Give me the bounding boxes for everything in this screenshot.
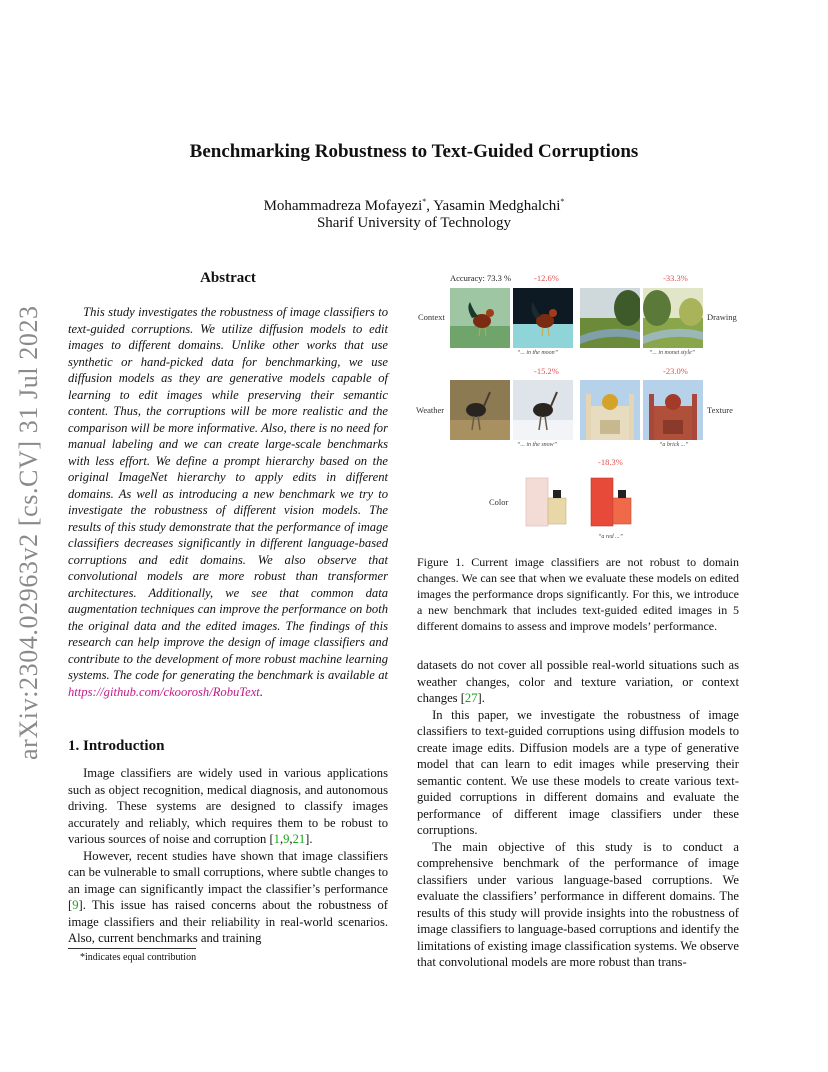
github-link[interactable]: https://github.com/ckoorosh/RobuText: [68, 684, 260, 699]
label-texture: Texture: [707, 405, 733, 415]
accuracy-label: Accuracy: 73.3 %: [450, 273, 512, 283]
right-paragraph-1: datasets do not cover all possible real-world situations such as weather changes, color and texture variation, or context changes [27].: [417, 658, 739, 705]
label-color: Color: [489, 497, 509, 507]
prompt-snow: “... in the snow”: [517, 442, 558, 448]
label-drawing: Drawing: [707, 312, 737, 322]
right-paragraph-3: The main objective of this study is to conduct a comprehensive benchmark of the performance of image classifiers under various language-based corruptions. We evaluate the classifiers’ performance in different domains. The results of this study will provide insights into the robustness of image classifiers to language-based corruptions and identify the limitations of existing image classification systems. We observe that convolutional models are more robust than trans-: [417, 839, 739, 969]
introduction-body: [68, 765, 388, 947]
ostrich-original-image: [450, 380, 510, 440]
perfume-red-image: [583, 472, 643, 532]
label-weather: Weather: [416, 405, 445, 415]
drop-texture: -23.0%: [663, 366, 688, 376]
figure-1-caption: Figure 1. Current image classifiers are not robust to domain changes. We can see that when we evaluate these models on edited images the performance drops significantly. For this, we introduce a new benchmark that includes text-guided edited images in 5 different domains to assess and improve models’ performance.: [417, 555, 739, 633]
figure-1: [413, 268, 743, 550]
author-1: Mohammadreza Mofayezi: [263, 198, 423, 214]
abstract-heading: Abstract: [200, 270, 256, 286]
citation-link[interactable]: 21: [292, 832, 306, 846]
authors: Mohammadreza Mofayezi*, Yasamin Medghalchi*: [263, 197, 565, 214]
arxiv-identifier: arXiv:2304.02963v2 [cs.CV] 31 Jul 2023: [14, 305, 43, 760]
citation-link[interactable]: 9: [283, 832, 290, 846]
right-paragraph-2: In this paper, we investigate the robustness of image classifiers to text-guided corruptions using diffusion models to create image edits. Diffusion models are a type of generative model that can learn to edit images while preserving their semantic content. We use these models to create various text-guided corruptions in different domains and evaluate the performance of different image classifiers under these corruptions.: [417, 707, 739, 837]
section-heading-introduction: 1. Introduction: [68, 738, 165, 754]
label-context: Context: [418, 312, 445, 322]
right-column-body: [417, 657, 739, 971]
author-2: Yasamin Medghalchi: [433, 198, 561, 214]
mosque-brick-image: [643, 380, 703, 440]
prompt-brick: “a brick ...”: [659, 442, 689, 448]
landscape-monet-image: [643, 288, 703, 348]
citation-link[interactable]: 1: [273, 832, 280, 846]
prompt-monet: “... in monet style”: [649, 350, 695, 356]
drop-context: -12.6%: [534, 273, 559, 283]
perfume-original-image: [518, 472, 578, 532]
intro-paragraph-2: However, recent studies have shown that image classifiers can be vulnerable to small corruptions, where subtle changes to an image can significantly impact the classifier’s performance [9]. This issue has raised concerns about the robustness of image classifiers and their reliability in real-world scenarios. Also, current benchmarks and training: [68, 848, 388, 945]
footnote: *indicates equal contribution: [80, 952, 197, 963]
intro-paragraph-1: Image classifiers are widely used in various applications such as object recognition, medical diagnosis, and autonomous driving. These systems are designed to classify images accurately and reliably, which requires them to be robust to various sources of noise and corruption [1,9,21].: [68, 766, 388, 846]
ostrich-snow-image: [513, 380, 573, 440]
rooster-moon-image: [513, 288, 573, 348]
drop-drawing: -33.3%: [663, 273, 688, 283]
citation-link[interactable]: 9: [72, 898, 79, 912]
footnote-rule: [68, 948, 196, 949]
landscape-original-image: [580, 288, 640, 348]
drop-color: -18.3%: [598, 457, 623, 467]
citation-link[interactable]: 27: [464, 691, 478, 705]
prompt-red: “a red ...”: [598, 534, 623, 540]
prompt-moon: “... in the moon”: [517, 350, 559, 356]
affiliation: Sharif University of Technology: [316, 215, 512, 231]
drop-weather: -15.2%: [534, 366, 559, 376]
rooster-original-image: [450, 288, 510, 348]
mosque-original-image: [580, 380, 640, 440]
paper-title: Benchmarking Robustness to Text-Guided Corruptions: [189, 141, 639, 162]
abstract-body: This study investigates the robustness of image classifiers to text-guided corruptions. We utilize diffusion models to edit images to different domains. Unlike other works that use synthetic or hand-picked data for benchmarking, we use diffusion models as they are generative models capable of learning to edit images while preserving their semantic content. Thus, the corruptions will be more realistic and the comparison will be more informative. Also, there is no need for manual labeling and we can create large-scale benchmarks with less effort. We define a prompt hierarchy based on the original ImageNet hierarchy to apply edits in different domains. As well as introducing a new benchmark we try to investigate the robustness of different vision models. The results of this study demonstrate that the performance of image classifiers decreases significantly in different language-based corruptions and edit domains. We also observe that convolutional models are more robust than transformer architectures. Additionally, we see that common data augmentation techniques can improve the performance on both the original data and the edited images. The findings of this research can help improve the design of image classifiers and contribute to the development of more robust machine learning systems. The code for generating the benchmark is available at https://github.com/ckoorosh/RobuText.: [68, 305, 388, 699]
